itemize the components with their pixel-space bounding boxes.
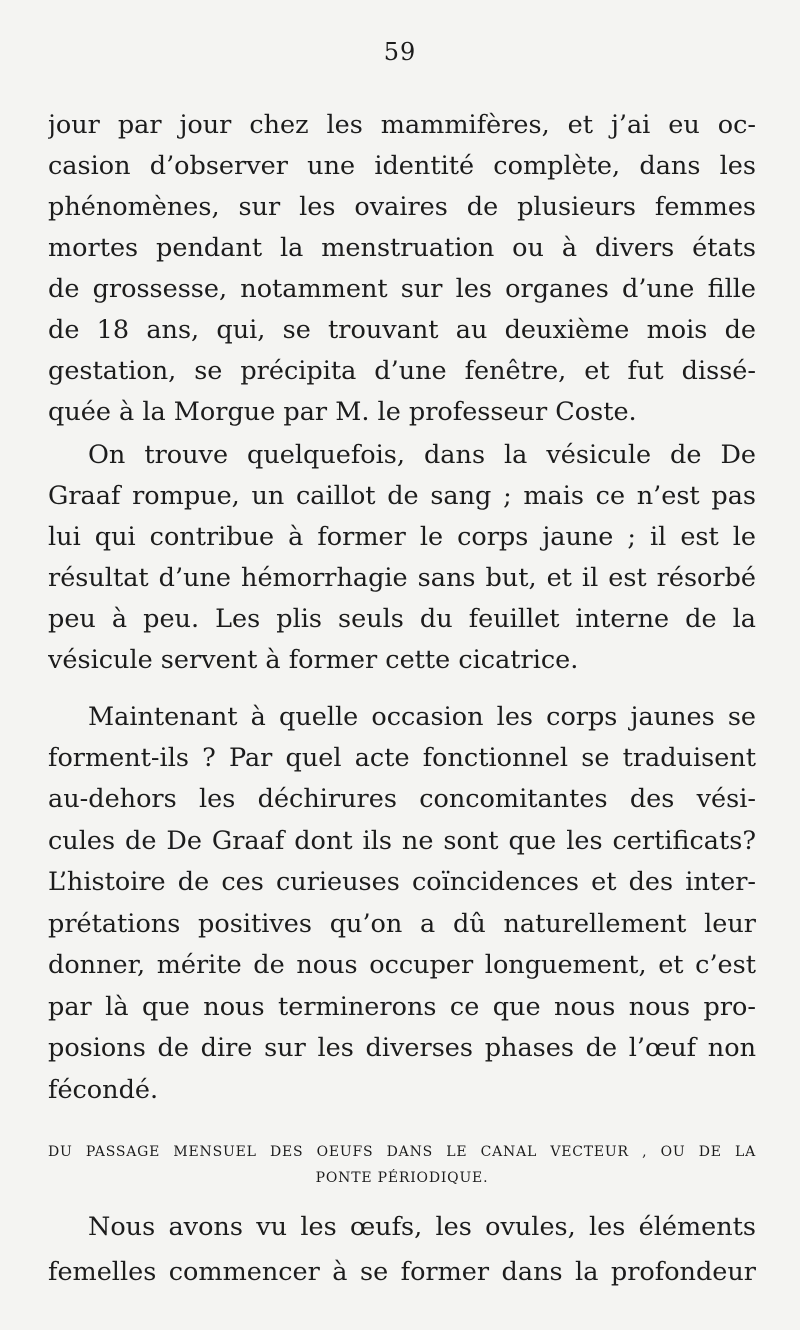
text-line: donner, mérite de nous occuper longuement, et c’est — [48, 950, 756, 980]
text-line: fécondé. — [48, 1075, 159, 1105]
text-line: jour par jour chez les mammifères, et j’ai eu oc- — [48, 110, 756, 140]
text-line: phénomènes, sur les ovaires de plusieurs femmes — [48, 192, 756, 222]
text-line: Graaf rompue, un caillot de sang ; mais ce n’est pas — [48, 481, 756, 511]
section-heading-line: PONTE PÉRIODIQUE. — [315, 1170, 489, 1186]
text-line: cules de De Graaf dont ils ne sont que les certificats? — [48, 826, 756, 856]
text-line: peu à peu. Les plis seuls du feuillet interne de la — [48, 604, 756, 634]
text-line: gestation, se précipita d’une fenêtre, et fut dissé- — [48, 356, 756, 386]
text-line: quée à la Morgue par M. le professeur Coste. — [48, 397, 637, 427]
text-line: Maintenant à quelle occasion les corps jaunes se — [88, 702, 756, 732]
page-number: 59 — [383, 38, 417, 66]
section-heading-line: DU PASSAGE MENSUEL DES OEUFS DANS LE CANAL VECTEUR , OU DE LA — [48, 1144, 756, 1160]
text-line: posions de dire sur les diverses phases de l’œuf non — [48, 1033, 756, 1063]
text-line: lui qui contribue à former le corps jaune ; il est le — [48, 522, 756, 552]
text-line: de 18 ans, qui, se trouvant au deuxième mois de — [48, 315, 756, 345]
text-line: mortes pendant la menstruation ou à divers états — [48, 233, 756, 263]
text-line: résultat d’une hémorrhagie sans but, et il est résorbé — [48, 563, 756, 593]
text-line: vésicule servent à former cette cicatrice. — [48, 645, 579, 675]
text-line: au-dehors les déchirures concomitantes des vési- — [48, 784, 756, 814]
text-line: prétations positives qu’on a dû naturellement leur — [48, 909, 756, 939]
text-line: de grossesse, notamment sur les organes d’une fille — [48, 274, 756, 304]
text-line: Nous avons vu les œufs, les ovules, les éléments — [88, 1212, 756, 1242]
text-line: casion d’observer une identité complète, dans les — [48, 151, 756, 181]
text-line: par là que nous terminerons ce que nous nous pro- — [48, 992, 756, 1022]
text-line: femelles commencer à se former dans la profondeur — [48, 1257, 756, 1287]
text-line: forment-ils ? Par quel acte fonctionnel se traduisent — [48, 743, 756, 773]
text-line: L’histoire de ces curieuses coïncidences et des inter- — [48, 867, 756, 897]
text-line: On trouve quelquefois, dans la vésicule de De — [88, 440, 756, 470]
